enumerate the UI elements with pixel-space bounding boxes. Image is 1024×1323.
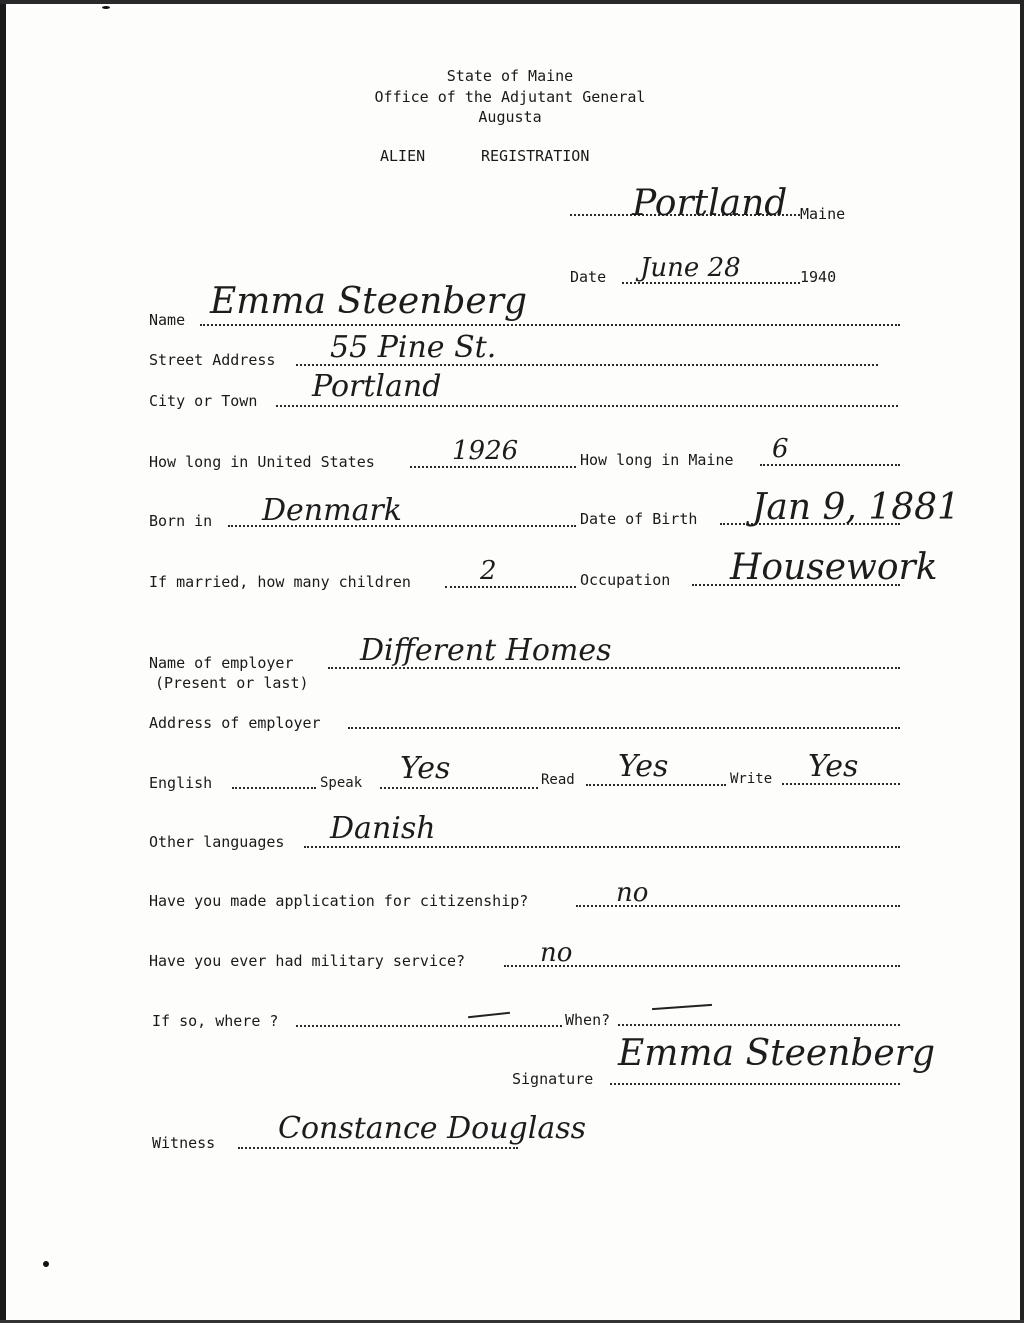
- street-label: Street Address: [149, 351, 276, 369]
- employer-address-label: Address of employer: [149, 714, 321, 732]
- city-line: [276, 405, 898, 407]
- signature-label: Signature: [512, 1070, 594, 1088]
- read-label: Read: [541, 772, 575, 788]
- witness-label: Witness: [152, 1134, 216, 1152]
- scan-speck: [43, 1261, 49, 1267]
- header-city: Augusta: [478, 108, 542, 126]
- other-languages-label: Other languages: [149, 833, 285, 851]
- citizenship-label: Have you made application for citizenship?: [149, 892, 529, 910]
- born-value: Denmark: [262, 493, 402, 528]
- military-label: Have you ever had military service?: [149, 952, 466, 970]
- speak-value: Yes: [400, 751, 451, 786]
- when-dash-mark: [652, 1004, 712, 1010]
- when-label: When?: [565, 1011, 611, 1029]
- place-value: Portland: [632, 183, 788, 224]
- us-value: 1926: [452, 436, 519, 466]
- us-label: How long in United States: [149, 453, 375, 471]
- witness-line: [238, 1147, 518, 1149]
- write-label: Write: [730, 771, 773, 787]
- scan-border-left: [0, 0, 6, 1323]
- date-year: 1940: [800, 268, 837, 286]
- citizenship-value: no: [616, 878, 649, 908]
- occupation-value: Housework: [730, 547, 938, 588]
- scan-border-right: [1020, 0, 1024, 1323]
- when-line: [618, 1024, 900, 1026]
- maine-value: 6: [772, 434, 789, 464]
- signature-line: [610, 1083, 900, 1085]
- children-label: If married, how many children: [149, 573, 411, 591]
- city-value: Portland: [312, 369, 442, 404]
- other-languages-line: [304, 846, 900, 848]
- name-line: [200, 324, 900, 326]
- employer-label: Name of employer: [149, 654, 294, 672]
- name-value: Emma Steenberg: [210, 281, 527, 322]
- write-value: Yes: [808, 749, 859, 784]
- date-value: June 28: [640, 253, 741, 283]
- city-label: City or Town: [149, 392, 258, 410]
- where-label: If so, where ?: [152, 1012, 279, 1030]
- military-value: no: [540, 938, 573, 968]
- us-line: [410, 466, 576, 468]
- read-value: Yes: [618, 749, 669, 784]
- form-title-registration: REGISTRATION: [481, 147, 590, 165]
- witness-value: Constance Douglass: [278, 1111, 586, 1146]
- dob-value: Jan 9, 1881: [752, 487, 960, 528]
- employer-value: Different Homes: [360, 633, 612, 668]
- children-line: [445, 586, 576, 588]
- maine-label: How long in Maine: [580, 451, 734, 469]
- name-label: Name: [149, 311, 186, 329]
- form-title-alien: ALIEN: [380, 147, 426, 165]
- other-languages-value: Danish: [330, 811, 436, 846]
- header-office: Office of the Adjutant General: [374, 88, 646, 106]
- english-line: [232, 787, 316, 789]
- employer-address-line: [348, 727, 900, 729]
- scan-speck-top: [102, 6, 110, 9]
- place-suffix: Maine: [800, 205, 846, 223]
- english-label: English: [149, 774, 213, 792]
- occupation-label: Occupation: [580, 571, 671, 589]
- street-value: 55 Pine St.: [330, 330, 497, 365]
- maine-line: [760, 464, 900, 466]
- signature-value: Emma Steenberg: [618, 1033, 935, 1074]
- read-line: [586, 784, 726, 786]
- where-dash-mark: [468, 1012, 510, 1018]
- born-label: Born in: [149, 512, 213, 530]
- dob-label: Date of Birth: [580, 510, 698, 528]
- speak-label: Speak: [320, 775, 363, 791]
- header-state: State of Maine: [446, 67, 574, 85]
- date-label: Date: [570, 268, 607, 286]
- children-value: 2: [480, 556, 497, 586]
- speak-line: [380, 787, 538, 789]
- employer-sub-label: (Present or last): [155, 674, 309, 692]
- scan-border-top: [0, 0, 1024, 4]
- where-line: [296, 1025, 562, 1027]
